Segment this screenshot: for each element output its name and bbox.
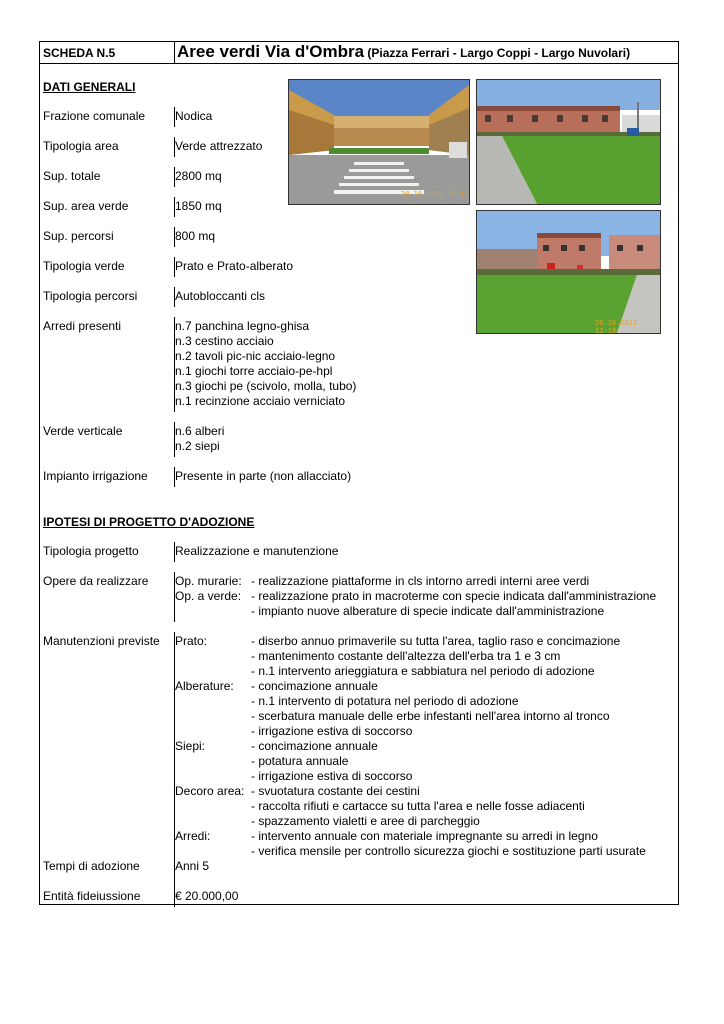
field-label: Impianto irrigazione bbox=[43, 469, 148, 483]
manut-category: Siepi: bbox=[175, 739, 206, 753]
arredi-item: n.7 panchina legno-ghisa bbox=[175, 319, 310, 333]
photo-timestamp: 20.10.2011 12:18 bbox=[595, 319, 638, 334]
manut-item: - verifica mensile per controllo sicurezza giochi e sostituzione parti usurate bbox=[251, 844, 646, 858]
manut-item: - svuotatura costante dei cestini bbox=[251, 784, 420, 798]
field-label: Verde verticale bbox=[43, 424, 123, 438]
manut-item: - spazzamento vialetti e aree di parcheggio bbox=[251, 814, 480, 828]
manut-category: Decoro area: bbox=[175, 784, 245, 798]
field-label: Sup. area verde bbox=[43, 199, 129, 213]
page-title bbox=[177, 42, 630, 62]
field-value: Anni 5 bbox=[175, 859, 210, 873]
field-value: 1850 mq bbox=[175, 199, 222, 213]
scheda-sheet bbox=[39, 41, 679, 905]
manut-item: - potatura annuale bbox=[251, 754, 349, 768]
header-column-divider bbox=[174, 42, 175, 64]
manut-item: - diserbo annuo primaverile su tutta l'area, taglio raso e concimazione bbox=[251, 634, 621, 648]
photo-playground bbox=[476, 210, 661, 334]
opere-item: - impianto nuove alberature di specie indicate dall'amministrazione bbox=[251, 604, 605, 618]
field-value: Verde attrezzato bbox=[175, 139, 263, 153]
header-divider bbox=[40, 63, 678, 64]
field-label: Sup. totale bbox=[43, 169, 101, 183]
field-label: Sup. percorsi bbox=[43, 229, 114, 243]
field-label: Arredi presenti bbox=[43, 319, 122, 333]
field-label: Entità fideiussione bbox=[43, 889, 141, 903]
arredi-item: n.1 recinzione acciaio verniciato bbox=[175, 394, 346, 408]
manut-item: - intervento annuale con materiale impregnante su arredi in legno bbox=[251, 829, 598, 843]
field-value: Autobloccanti cls bbox=[175, 289, 266, 303]
verde-item: n.2 siepi bbox=[175, 439, 220, 453]
manut-item: - mantenimento costante dell'altezza dell'erba tra 1 e 3 cm bbox=[251, 649, 561, 663]
arredi-item: n.2 tavoli pic-nic acciaio-legno bbox=[175, 349, 336, 363]
section-heading-project: IPOTESI DI PROGETTO D'ADOZIONE bbox=[43, 515, 255, 529]
photo-lawn-buildings bbox=[476, 79, 661, 205]
field-label: Tempi di adozione bbox=[43, 859, 140, 873]
field-label: Frazione comunale bbox=[43, 109, 146, 123]
manut-item: - concimazione annuale bbox=[251, 739, 378, 753]
manut-item: - n.1 intervento arieggiatura e sabbiatura nel periodo di adozione bbox=[251, 664, 595, 678]
manut-item: - n.1 intervento di potatura nel periodo di adozione bbox=[251, 694, 519, 708]
field-label: Tipologia percorsi bbox=[43, 289, 138, 303]
field-value: Realizzazione e manutenzione bbox=[175, 544, 339, 558]
manut-item: - raccolta rifiuti e cartacce su tutta l'area e nelle fosse adiacenti bbox=[251, 799, 585, 813]
manut-item: - irrigazione estiva di soccorso bbox=[251, 769, 413, 783]
field-value: € 20.000,00 bbox=[175, 889, 239, 903]
field-label: Opere da realizzare bbox=[43, 574, 149, 588]
manut-item: - concimazione annuale bbox=[251, 679, 378, 693]
arredi-item: n.3 giochi pe (scivolo, molla, tubo) bbox=[175, 379, 357, 393]
arredi-item: n.3 cestino acciaio bbox=[175, 334, 274, 348]
arredi-item: n.1 giochi torre acciaio-pe-hpl bbox=[175, 364, 333, 378]
page-title-sub: (Piazza Ferrari - Largo Coppi - Largo Nuvolari) bbox=[367, 46, 631, 60]
opere-category: Op. murarie: bbox=[175, 574, 242, 588]
manut-category: Arredi: bbox=[175, 829, 211, 843]
scheda-number: SCHEDA N.5 bbox=[43, 46, 116, 60]
field-value: Presente in parte (non allacciato) bbox=[175, 469, 352, 483]
field-label: Tipologia verde bbox=[43, 259, 125, 273]
field-value: Nodica bbox=[175, 109, 213, 123]
section-heading-general: DATI GENERALI bbox=[43, 80, 136, 94]
photo-street bbox=[288, 79, 470, 205]
opere-item: - realizzazione prato in macroterme con specie indicata dall'amministrazione bbox=[251, 589, 657, 603]
photo-timestamp: 20.10.2011 12:17 bbox=[401, 190, 469, 198]
field-value: Prato e Prato-alberato bbox=[175, 259, 294, 273]
field-value: 800 mq bbox=[175, 229, 216, 243]
manut-category: Alberature: bbox=[175, 679, 234, 693]
field-value: 2800 mq bbox=[175, 169, 222, 183]
field-label: Manutenzioni previste bbox=[43, 634, 160, 648]
manut-item: - scerbatura manuale delle erbe infestanti nell'area intorno al tronco bbox=[251, 709, 610, 723]
manut-category: Prato: bbox=[175, 634, 208, 648]
verde-item: n.6 alberi bbox=[175, 424, 225, 438]
opere-category: Op. a verde: bbox=[175, 589, 242, 603]
field-label: Tipologia area bbox=[43, 139, 119, 153]
page-title-main: Aree verdi Via d'Ombra bbox=[177, 42, 365, 61]
manut-item: - irrigazione estiva di soccorso bbox=[251, 724, 413, 738]
field-label: Tipologia progetto bbox=[43, 544, 139, 558]
opere-item: - realizzazione piattaforme in cls intorno arredi interni aree verdi bbox=[251, 574, 590, 588]
